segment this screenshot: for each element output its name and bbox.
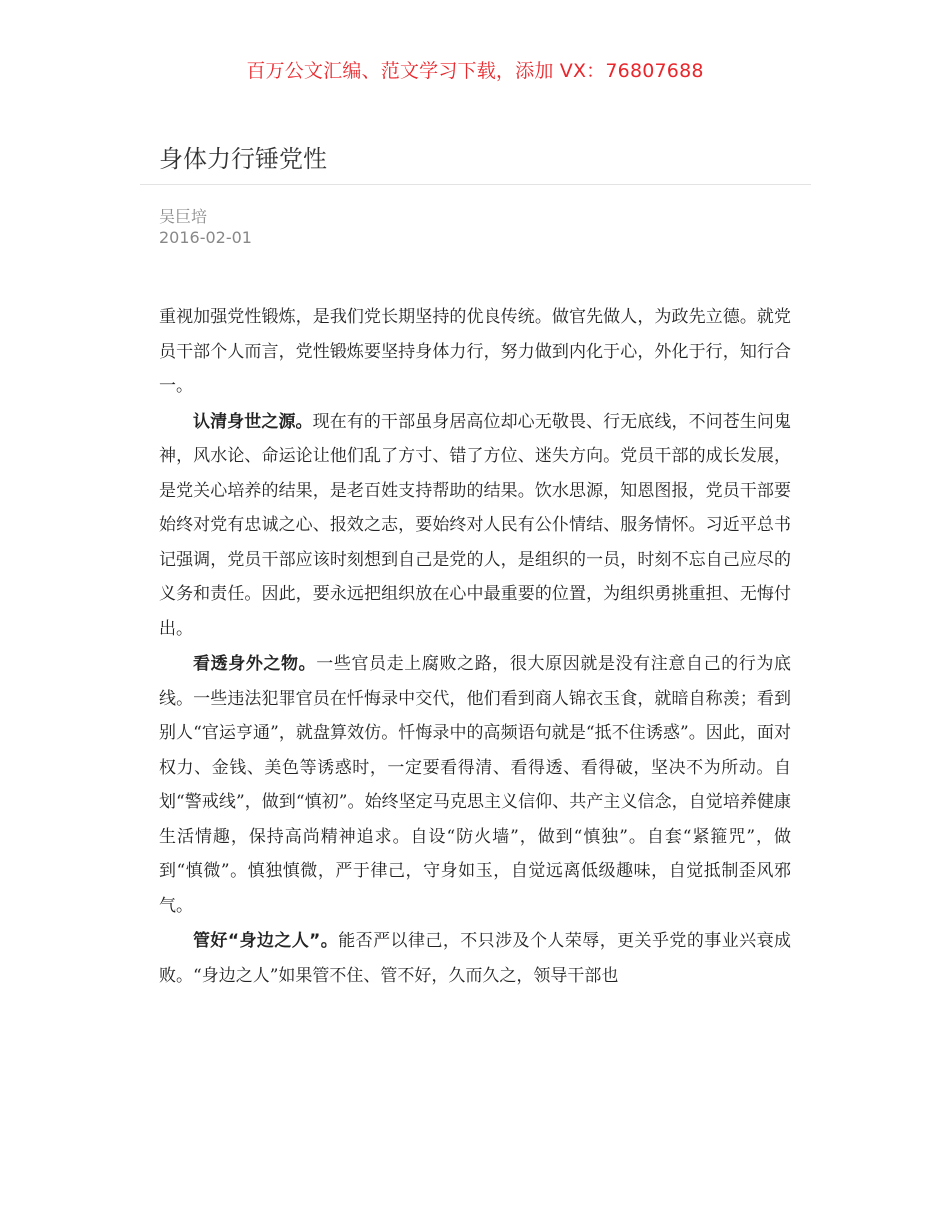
article-body <box>159 300 791 994</box>
paragraph-text: 现在有的干部虽身居高位却心无敬畏、行无底线，不问苍生问鬼神，风水论、命运论让他们乱了方寸、错了方位、迷失方向。党员干部的成长发展，是党关心培养的结果，是老百姓支持帮助的结果。饮水思源，知恩图报，党员干部要始终对党有忠诚之心、报效之志，要始终对人民有公仆情结、服务情怀。习近平总书记强调，党员干部应该时刻想到自己是党的人，是组织的一员，时刻不忘自己应尽的义务和责任。因此，要永远把组织放在心中最重要的位置，为组织勇挑重担、无悔付出。 <box>159 411 792 639</box>
section-heading: 认清身世之源。 <box>193 411 313 432</box>
article-date: 2016-02-01 <box>159 228 252 247</box>
article-author: 吴巨培 <box>159 207 208 226</box>
paragraph-text: 重视加强党性锻炼，是我们党长期坚持的优良传统。做官先做人，为政先立德。就党员干部个人而言，党性锻炼要坚持身体力行，努力做到内化于心，外化于行，知行合一。 <box>159 307 791 396</box>
paragraph-intro <box>159 300 791 404</box>
section-heading: 管好“身边之人”。 <box>193 931 339 951</box>
section-heading: 看透身外之物。 <box>193 654 317 674</box>
paragraph-section-3 <box>159 924 791 993</box>
paragraph-text: 一些官员走上腐败之路，很大原因就是没有注意自己的行为底线。一些违法犯罪官员在忏悔录中交代，他们看到商人锦衣玉食，就暗自称羡；看到别人“官运亨通”，就盘算效仿。忏悔录中的高频语句就是“抵不住诱惑”。因此，面对权力、金钱、美色等诱惑时，一定要看得清、看得透、看得破，坚决不为所动。自划“警戒线”，做到“慎初”。始终坚定马克思主义信仰、共产主义信念，自觉培养健康生活情趣，保持高尚精神追求。自设“防火墙”，做到“慎独”。自套“紧箍咒”，做到“慎微”。慎独慎微，严于律己，守身如玉，自觉远离低级趣味，自觉抵制歪风邪气。 <box>159 654 792 916</box>
header-banner: 百万公文汇编、范文学习下载，添加 VX：76807688 <box>246 60 704 82</box>
article-title: 身体力行锤党性 <box>159 145 327 173</box>
title-divider <box>140 184 811 185</box>
paragraph-section-2 <box>159 647 791 923</box>
paragraph-text: 能否严以律己，不只涉及个人荣辱，更关乎党的事业兴衰成败。“身边之人”如果管不住、管不好，久而久之，领导干部也 <box>159 931 791 986</box>
paragraph-section-1 <box>159 405 791 647</box>
